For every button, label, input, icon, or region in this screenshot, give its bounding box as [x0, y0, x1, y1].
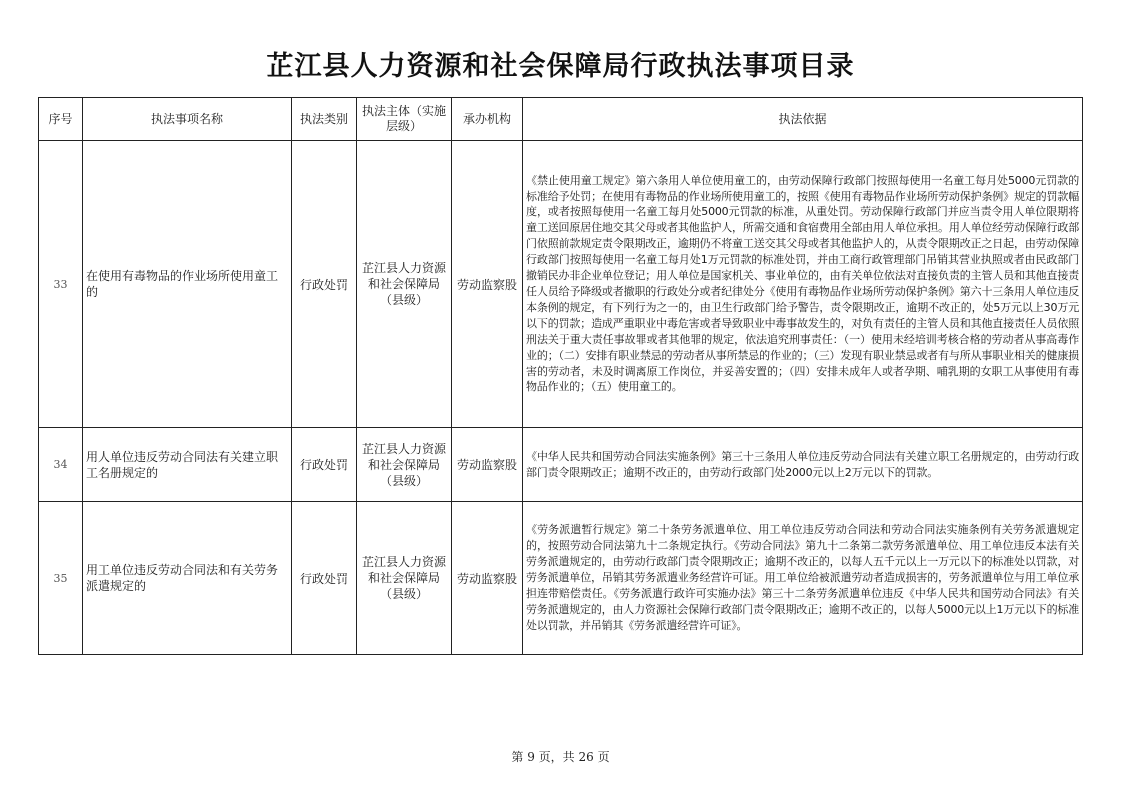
header-category: 执法类别 [292, 98, 357, 141]
row-number: 33 [39, 141, 83, 428]
enforcement-catalog-table [38, 97, 1083, 655]
table-header-row [39, 98, 1083, 141]
legal-basis: 《中华人民共和国劳动合同法实施条例》第三十三条用人单位违反劳动合同法有关建立职工名册规定的，由劳动行政部门责令限期改正；逾期不改正的，由劳动行政部门处2000元以上2万元以下的罚款。 [523, 428, 1083, 502]
item-name: 用人单位违反劳动合同法有关建立职工名册规定的 [83, 428, 292, 502]
row-number: 34 [39, 428, 83, 502]
legal-basis: 《禁止使用童工规定》第六条用人单位使用童工的，由劳动保障行政部门按照每使用一名童工每月处5000元罚款的标准给予处罚；在使用有毒物品的作业场所使用童工的，按照《使用有毒物品作业场所劳动保护条例》规定的罚款幅度，或者按照每使用一名童工每月处5000元罚款的标准，从重处罚。劳动保障行政部门并应当责令用人单位限期将童工送回原居住地交其父母或者其他监护人，所需交通和食宿费用全部由用人单位承担。用人单位经劳动保障行政部门依照前款规定责令限期改正，逾期仍不将童工送交其父母或者其他监护人的，从责令限期改正之日起，由劳动保障行政部门按照每使用一名童工每月处1万元罚款的标准处罚，并由工商行政管理部门吊销其营业执照或者由民政部门撤销民办非企业单位登记；用人单位是国家机关、事业单位的，由有关单位依法对直接负责的主管人员和其他直接责任人员给予降级或者撤职的行政处分或者纪律处分《使用有毒物品作业场所劳动保护条例》第六十三条用人单位违反本条例的规定，有下列行为之一的，由卫生行政部门给予警告，责令限期改正，逾期不改正的，处5万元以上30万元以下的罚款；造成严重职业中毒危害或者导致职业中毒事故发生的，对负有责任的主管人员和其他直接责任人员依照刑法关于重大责任事故罪或者其他罪的规定，依法追究刑事责任：（一）使用未经培训考核合格的劳动者从事高毒作业的；（二）安排有职业禁忌的劳动者从事所禁忌的作业的；（三）发现有职业禁忌或者有与所从事职业相关的健康损害的劳动者，未及时调离原工作岗位，并妥善安置的；（四）安排未成年人或者孕期、哺乳期的女职工从事使用有毒物品作业的；（五）使用童工的。 [523, 141, 1083, 428]
legal-basis: 《劳务派遣暂行规定》第二十条劳务派遣单位、用工单位违反劳动合同法和劳动合同法实施条例有关劳务派遣规定的，按照劳动合同法第九十二条规定执行。《劳动合同法》第九十二条第二款劳务派遣单位、用工单位违反本法有关劳务派遣规定的，由劳动行政部门责令限期改正；逾期不改正的，以每人五千元以上一万元以下的标准处以罚款，对劳务派遣单位，吊销其劳务派遣业务经营许可证。用工单位给被派遣劳动者造成损害的，劳务派遣单位与用工单位承担连带赔偿责任。《劳务派遣行政许可实施办法》第三十二条劳务派遣单位违反《中华人民共和国劳动合同法》有关劳务派遣规定的，由人力资源社会保障行政部门责令限期改正；逾期不改正的，以每人5000元以上1万元以下的标准处以罚款，并吊销其《劳务派遣经营许可证》。 [523, 502, 1083, 655]
header-basis: 执法依据 [523, 98, 1083, 141]
handling-organization: 劳动监察股 [452, 502, 523, 655]
page-number-footer: 第 9 页，共 26 页 [511, 750, 610, 764]
item-name: 用工单位违反劳动合同法和有关劳务派遣规定的 [83, 502, 292, 655]
handling-organization: 劳动监察股 [452, 428, 523, 502]
header-name: 执法事项名称 [83, 98, 292, 141]
header-subject: 执法主体（实施层级） [357, 98, 452, 141]
header-num: 序号 [39, 98, 83, 141]
header-org: 承办机构 [452, 98, 523, 141]
enforcement-subject: 芷江县人力资源和社会保障局（县级） [357, 141, 452, 428]
table-row [39, 428, 1083, 502]
enforcement-subject: 芷江县人力资源和社会保障局（县级） [357, 428, 452, 502]
handling-organization: 劳动监察股 [452, 141, 523, 428]
enforcement-category: 行政处罚 [292, 502, 357, 655]
enforcement-category: 行政处罚 [292, 428, 357, 502]
enforcement-category: 行政处罚 [292, 141, 357, 428]
table-row [39, 502, 1083, 655]
page-title: 芷江县人力资源和社会保障局行政执法事项目录 [266, 51, 855, 82]
table-row [39, 141, 1083, 428]
item-name: 在使用有毒物品的作业场所使用童工的 [83, 141, 292, 428]
row-number: 35 [39, 502, 83, 655]
enforcement-subject: 芷江县人力资源和社会保障局（县级） [357, 502, 452, 655]
